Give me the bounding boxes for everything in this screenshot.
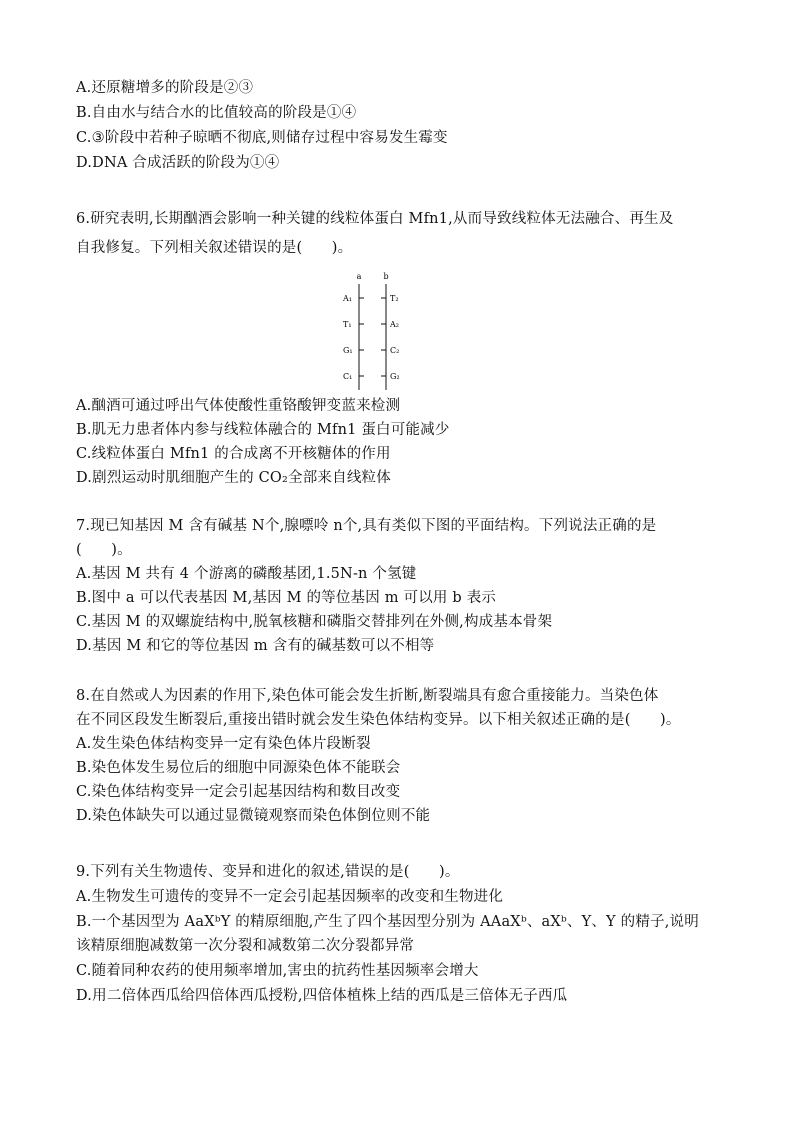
q6-stem-line2: 自我修复。下列相关叙述错误的是( )。 [76, 240, 353, 256]
q8-option-c: C.染色体结构变异一定会引起基因结构和数目改变 [76, 784, 401, 800]
base-a2: A₂ [390, 320, 399, 329]
strand-a-label: a [356, 272, 362, 281]
q8-option-d: D.染色体缺失可以通过显微镜观察而染色体倒位则不能 [76, 808, 431, 824]
q6-stem-line1: 6.研究表明,长期酗酒会影响一种关键的线粒体蛋白 Mfn1,从而导致线粒体无法融合、再生及 [76, 211, 674, 227]
q6-option-a: A.酗酒可通过呼出气体使酸性重铬酸钾变蓝来检测 [76, 398, 401, 414]
q8-stem-line1: 8.在自然或人为因素的作用下,染色体可能会发生折断,断裂端具有愈合重接能力。当染色体 [76, 688, 659, 704]
q9-option-d: D.用二倍体西瓜给四倍体西瓜授粉,四倍体植株上结的西瓜是三倍体无子西瓜 [76, 988, 568, 1004]
q7-option-c: C.基因 M 的双螺旋结构中,脱氧核糖和磷脂交替排列在外侧,构成基本骨架 [76, 614, 553, 630]
q6-option-d: D.剧烈运动时肌细胞产生的 CO₂全部来自线粒体 [76, 470, 391, 486]
q7-option-d: D.基因 M 和它的等位基因 m 含有的碱基数可以不相等 [76, 638, 435, 654]
q9-option-a: A.生物发生可遗传的变异不一定会引起基因频率的改变和生物进化 [76, 889, 504, 905]
q7-stem-line1: 7.现已知基因 M 含有碱基 N个,腺嘌呤 n个,具有类似下图的平面结构。下列说法正确的是 [76, 518, 657, 534]
base-g1: G₁ [343, 346, 353, 355]
dna-strand-diagram [335, 270, 415, 392]
base-c1: C₁ [343, 372, 353, 381]
q9-option-b: B.一个基因型为 AaXᵇY 的精原细胞,产生了四个基因型分别为 AAaXᵇ、aXᵇ、Y、Y 的精子,说明 [76, 914, 699, 930]
base-t1: T₁ [343, 320, 352, 329]
base-t2: T₂ [390, 294, 399, 303]
q9-option-b-cont: 该精原细胞减数第一次分裂和减数第二次分裂都异常 [76, 938, 415, 954]
q7-stem-line2: ( )。 [76, 542, 132, 558]
strand-b-label: b [383, 272, 389, 281]
q7-option-a: A.基因 M 共有 4 个游离的磷酸基团,1.5N-n 个氢键 [76, 566, 417, 582]
q6-option-c: C.线粒体蛋白 Mfn1 的合成离不开核糖体的作用 [76, 446, 391, 462]
base-c2: C₂ [390, 346, 400, 355]
q8-stem-line2: 在不同区段发生断裂后,重接出错时就会发生染色体结构变异。以下相关叙述正确的是( )。 [76, 712, 681, 728]
q9-stem: 9.下列有关生物遗传、变异和进化的叙述,错误的是( )。 [76, 864, 460, 880]
base-g2: G₂ [390, 372, 400, 381]
q5-option-c: C.③阶段中若种子晾晒不彻底,则储存过程中容易发生霉变 [76, 130, 448, 146]
base-a1: A₁ [343, 294, 352, 303]
q6-option-b: B.肌无力患者体内参与线粒体融合的 Mfn1 蛋白可能减少 [76, 422, 450, 438]
q5-option-b: B.自由水与结合水的比值较高的阶段是①④ [76, 105, 357, 121]
q5-option-d: D.DNA 合成活跃的阶段为①④ [76, 155, 280, 171]
q9-option-c: C.随着同种农药的使用频率增加,害虫的抗药性基因频率会增大 [76, 963, 479, 979]
q7-option-b: B.图中 a 可以代表基因 M,基因 M 的等位基因 m 可以用 b 表示 [76, 590, 497, 606]
q8-option-a: A.发生染色体结构变异一定有染色体片段断裂 [76, 736, 371, 752]
q5-option-a: A.还原糖增多的阶段是②③ [76, 80, 254, 96]
q8-option-b: B.染色体发生易位后的细胞中同源染色体不能联会 [76, 760, 401, 776]
